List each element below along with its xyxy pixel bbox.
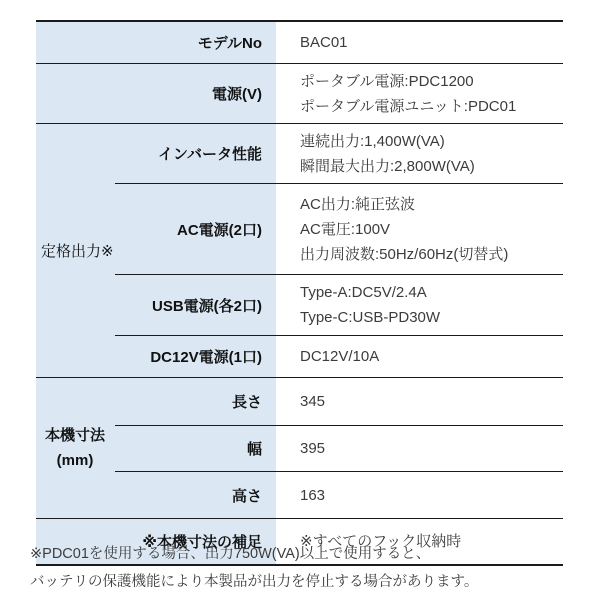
dimension-note-label: ※本機寸法の補足	[36, 519, 276, 566]
length-label: 長さ	[115, 378, 276, 426]
width-label: 幅	[115, 426, 276, 472]
inverter-performance-value	[276, 124, 563, 184]
ac-line-2: AC電圧:100V	[300, 220, 391, 238]
ac-power-value	[276, 184, 563, 275]
dimension-note-value: ※すべてのフック収納時	[276, 519, 563, 566]
ac-line-1: AC出力:純正弦波	[300, 195, 416, 213]
row-dimension-height	[36, 472, 563, 519]
width-value: 395	[276, 426, 563, 472]
height-value: 163	[276, 472, 563, 519]
power-source-line-1: ポータブル電源:PDC1200	[300, 72, 474, 90]
power-source-value	[276, 64, 563, 124]
usb-line-1: Type-A:DC5V/2.4A	[300, 284, 427, 301]
ac-line-3: 出力周波数:50Hz/60Hz(切替式)	[300, 245, 509, 263]
row-inverter-performance	[36, 124, 563, 184]
inverter-performance-label: インバータ性能	[115, 124, 276, 184]
spec-table	[36, 20, 563, 566]
dimensions-category-line-1: 本機寸法	[44, 427, 105, 444]
row-power-source	[36, 64, 563, 124]
row-dimension-length	[36, 378, 563, 426]
dimensions-category	[36, 378, 115, 519]
row-model-no	[36, 21, 563, 64]
inverter-line-1: 連続出力:1,400W(VA)	[300, 132, 445, 150]
footnote-line-2: バッテリの保護機能により本製品が出力を停止する場合があります。	[30, 574, 479, 590]
footnote	[30, 540, 580, 596]
row-dimension-width	[36, 426, 563, 472]
row-ac-power	[36, 184, 563, 275]
model-no-value: BAC01	[276, 21, 563, 64]
height-label: 高さ	[115, 472, 276, 519]
footnote-line-1: ※PDC01を使用する場合、出力750W(VA)以上で使用すると、	[30, 546, 431, 562]
ac-power-label: AC電源(2口)	[115, 184, 276, 275]
usb-power-value	[276, 275, 563, 336]
dimensions-category-line-2: (mm)	[56, 452, 94, 469]
usb-power-label: USB電源(各2口)	[115, 275, 276, 336]
row-dc12v-power	[36, 336, 563, 378]
inverter-line-2: 瞬間最大出力:2,800W(VA)	[300, 157, 475, 175]
length-value: 345	[276, 378, 563, 426]
dc12v-power-label: DC12V電源(1口)	[115, 336, 276, 378]
row-usb-power	[36, 275, 563, 336]
usb-line-2: Type-C:USB-PD30W	[300, 309, 441, 326]
power-source-line-2: ポータブル電源ユニット:PDC01	[300, 97, 517, 115]
dc12v-power-value: DC12V/10A	[276, 336, 563, 378]
model-no-label: モデルNo	[36, 21, 276, 64]
power-source-label: 電源(V)	[36, 64, 276, 124]
rated-output-category: 定格出力※	[36, 124, 115, 378]
